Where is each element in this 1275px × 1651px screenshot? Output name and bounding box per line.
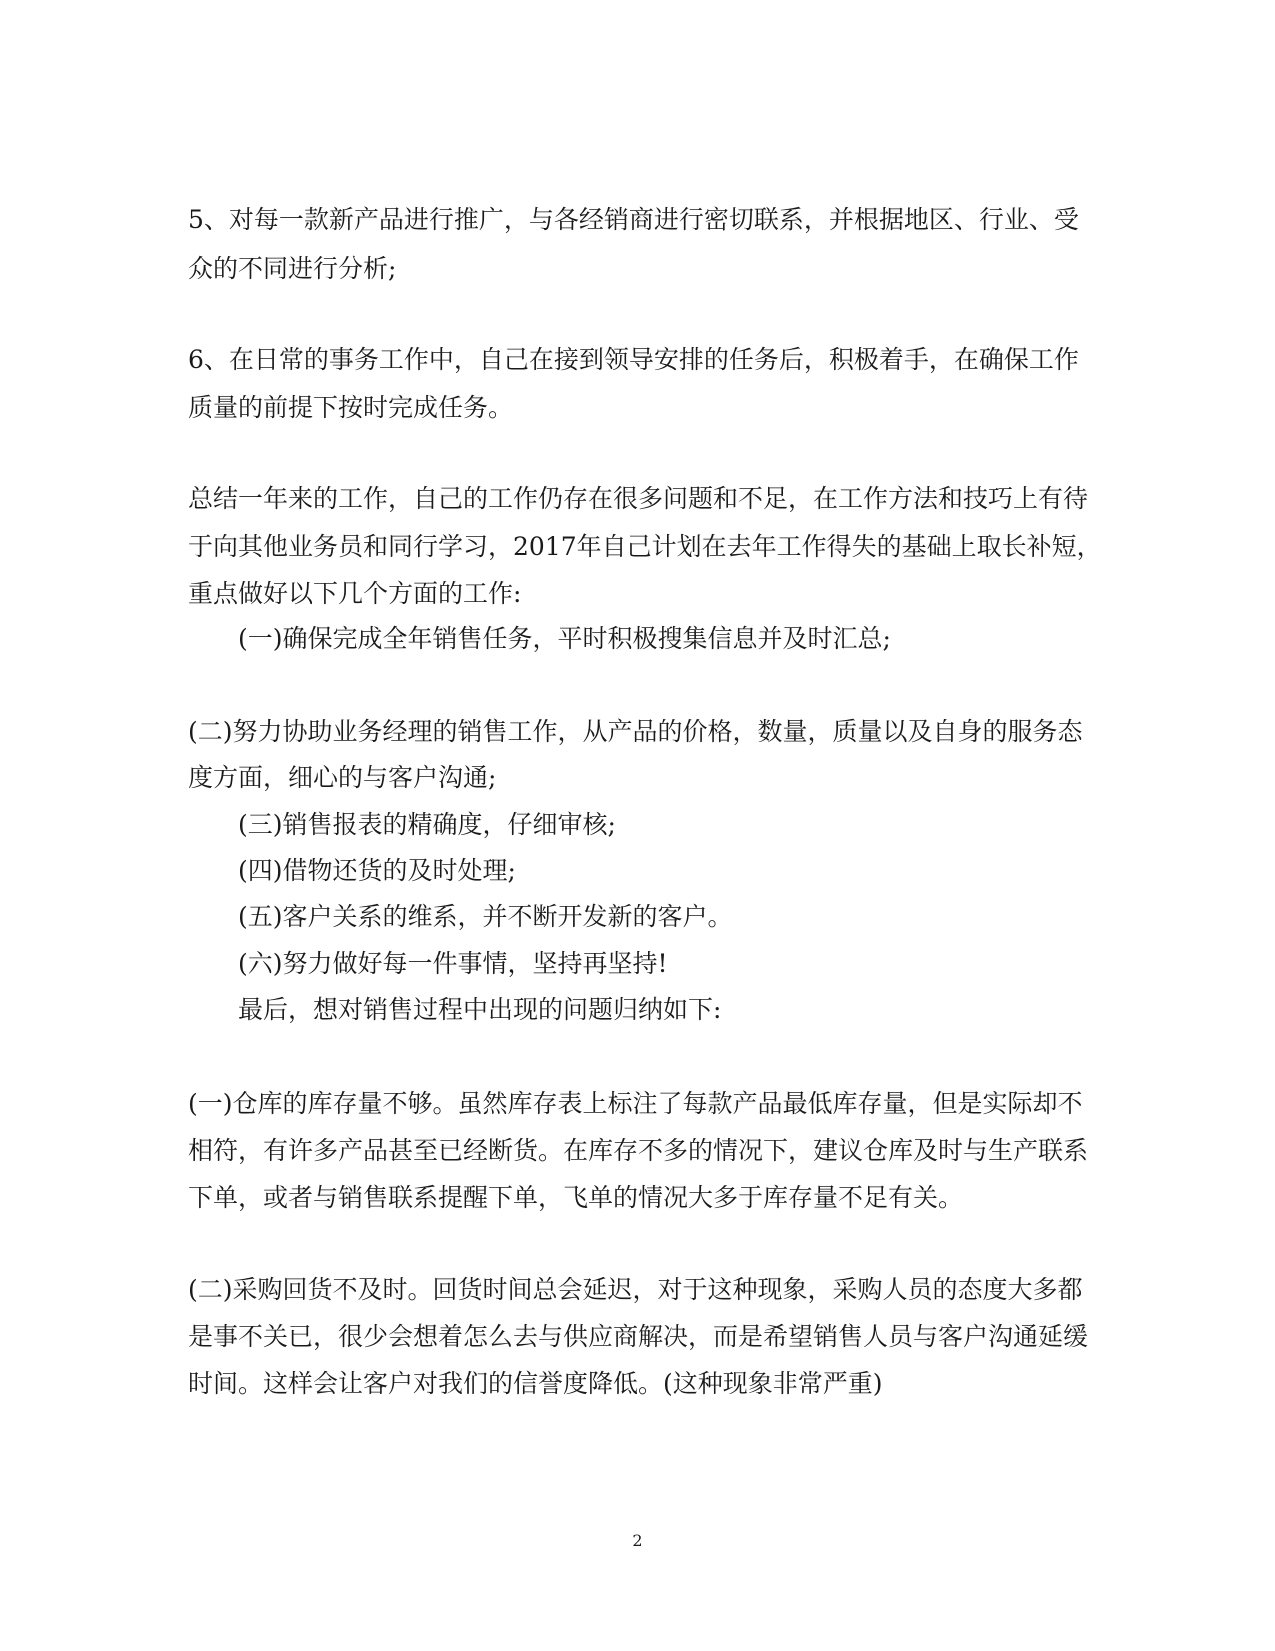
text-line: 6、在日常的事务工作中，自己在接到领导安排的任务后，积极着手，在确保工作 bbox=[188, 345, 1079, 374]
text-line: 度方面，细心的与客户沟通; bbox=[188, 763, 497, 792]
text-line: (二)采购回货不及时。回货时间总会延迟，对于这种现象，采购人员的态度大多都 bbox=[188, 1275, 1083, 1304]
text-line: (一)仓库的库存量不够。虽然库存表上标注了每款产品最低库存量，但是实际却不 bbox=[188, 1089, 1083, 1118]
list-item: (四)借物还货的及时处理; bbox=[238, 856, 516, 885]
text-line: 是事不关已，很少会想着怎么去与供应商解决，而是希望销售人员与客户沟通延缓 bbox=[188, 1322, 1089, 1351]
text-line: 总结一年来的工作，自己的工作仍存在很多问题和不足，在工作方法和技巧上有待 bbox=[188, 484, 1089, 513]
text-line: 相符，有许多产品甚至已经断货。在库存不多的情况下，建议仓库及时与生产联系 bbox=[188, 1136, 1089, 1165]
list-item: (六)努力做好每一件事情，坚持再坚持! bbox=[238, 949, 668, 978]
text-line: 5、对每一款新产品进行推广，与各经销商进行密切联系，并根据地区、行业、受 bbox=[188, 205, 1079, 234]
list-item: (一)确保完成全年销售任务，平时积极搜集信息并及时汇总; bbox=[238, 624, 891, 653]
text-line: 质量的前提下按时完成任务。 bbox=[188, 393, 514, 422]
text-line: 众的不同进行分析; bbox=[188, 254, 397, 283]
text-line: 下单，或者与销售联系提醒下单，飞单的情况大多于库存量不足有关。 bbox=[188, 1183, 964, 1212]
text-line: (二)努力协助业务经理的销售工作，从产品的价格，数量，质量以及自身的服务态 bbox=[188, 717, 1083, 746]
list-item: (三)销售报表的精确度，仔细审核; bbox=[238, 810, 616, 839]
text-line: 最后，想对销售过程中出现的问题归纳如下: bbox=[238, 995, 722, 1024]
text-line: 于向其他业务员和同行学习，2017年自己计划在去年工作得失的基础上取长补短， bbox=[188, 532, 1102, 561]
text-line: 重点做好以下几个方面的工作: bbox=[188, 579, 522, 608]
page-number: 2 bbox=[632, 1531, 643, 1550]
list-item: (五)客户关系的维系，并不断开发新的客户。 bbox=[238, 902, 733, 931]
text-line: 时间。这样会让客户对我们的信誉度降低。(这种现象非常严重) bbox=[188, 1369, 883, 1398]
